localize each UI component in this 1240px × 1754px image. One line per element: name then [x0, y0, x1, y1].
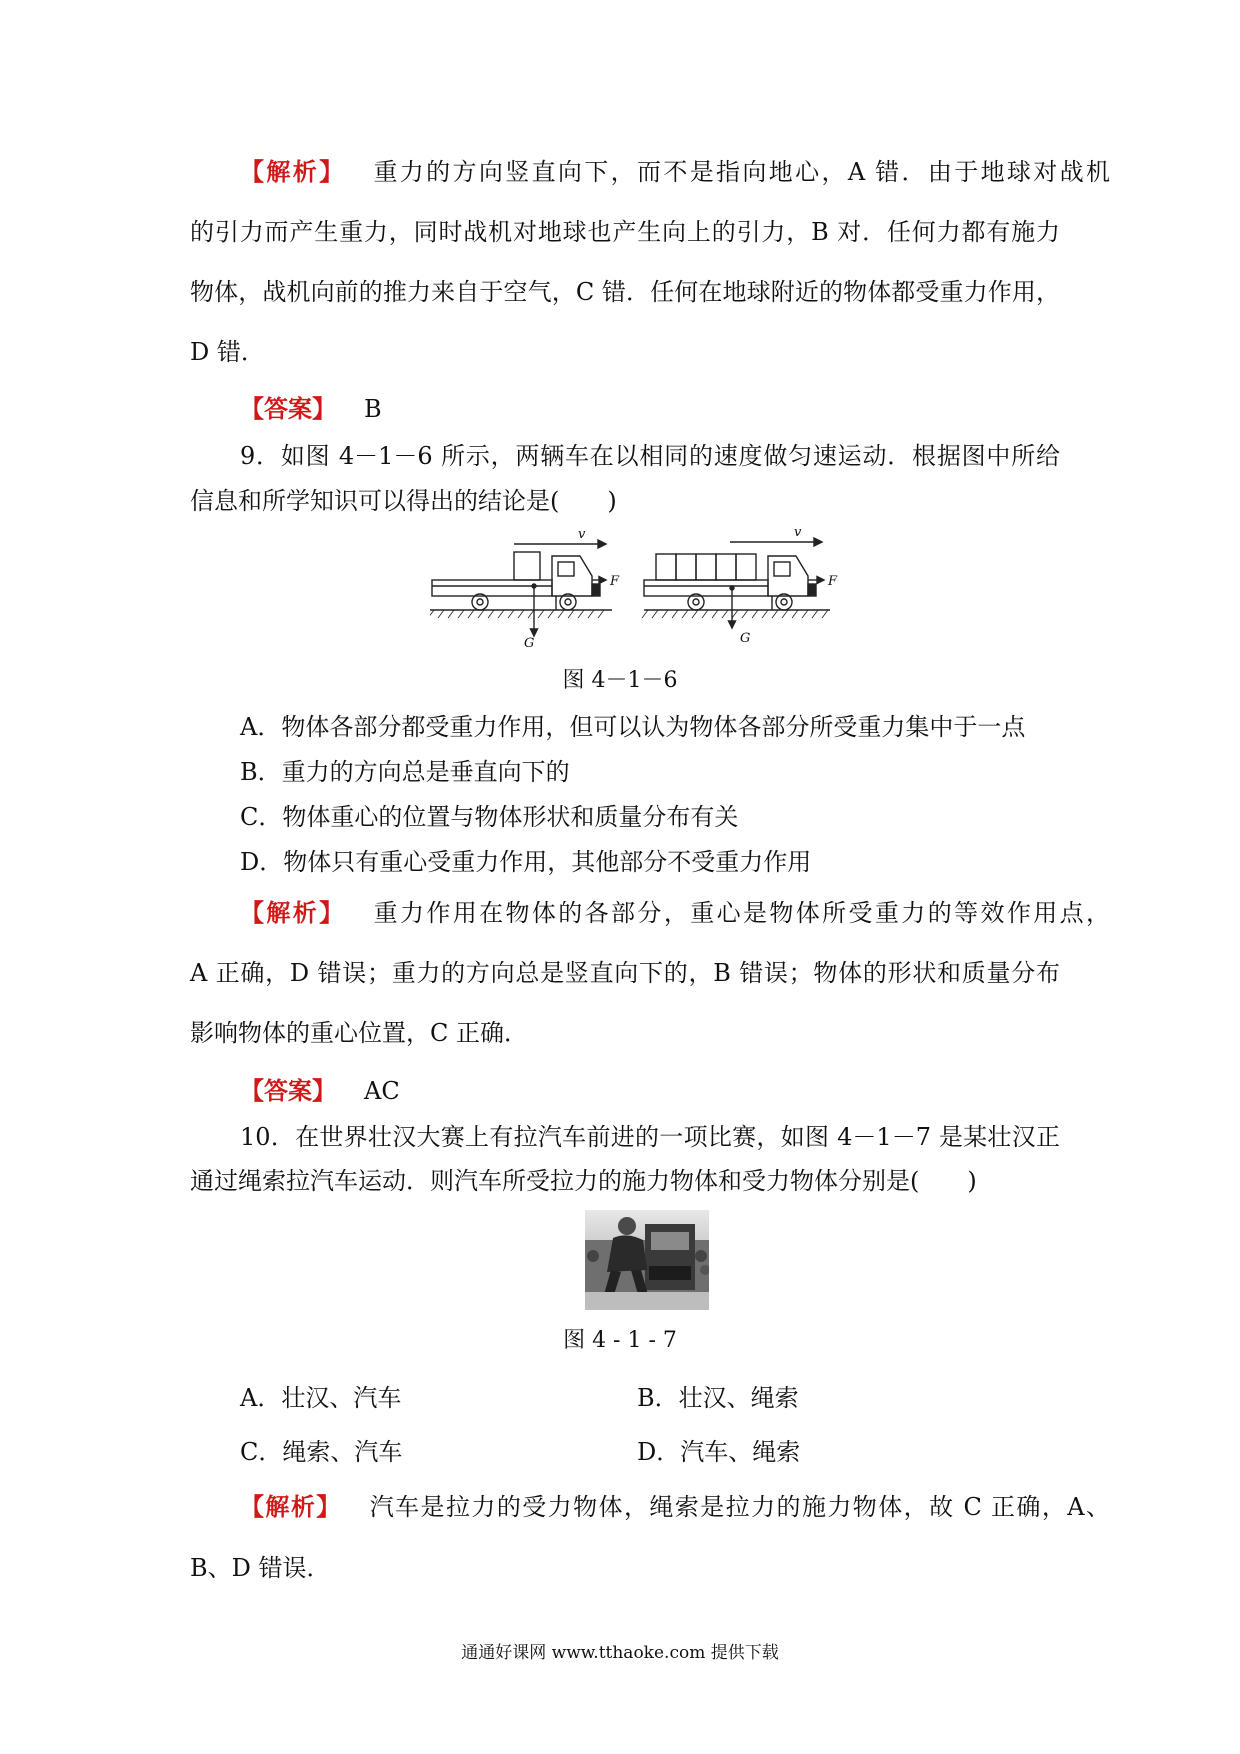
q8-analysis-line-2: 的引力而产生重力，同时战机对地球也产生向上的引力，B 对．任何力都有施力 — [190, 218, 1060, 246]
q9-analysis-line-3: 影响物体的重心位置，C 正确． — [190, 1019, 528, 1047]
q9-option-c: C．物体重心的位置与物体形状和质量分布有关 — [240, 803, 739, 831]
q9-answer: 【答案】 AC — [240, 1076, 400, 1105]
label-F-1: F — [610, 574, 620, 589]
q9-stem-line-2: 信息和所学知识可以得出的结论是( ) — [190, 487, 617, 515]
q10-stem-line-1: 10．在世界壮汉大赛上有拉汽车前进的一项比赛，如图 4－1－7 是某壮汉正 — [240, 1123, 1060, 1151]
q9-analysis-line-1: 【解析】 重力作用在物体的各部分，重心是物体所受重力的等效作用点， — [240, 898, 1111, 927]
answer-tag: 【答案】 — [240, 394, 336, 423]
q8-answer: 【答案】 B — [240, 394, 382, 423]
footer-download-note: 通通好课网 www.tthaoke.com 提供下载 — [461, 1643, 779, 1663]
figure-caption-4-1-6: 图 4－1－6 — [562, 668, 678, 693]
q9-option-d: D．物体只有重心受重力作用，其他部分不受重力作用 — [240, 848, 812, 876]
label-G-2: G — [740, 631, 751, 646]
q9-option-a: A．物体各部分都受重力作用，但可以认为物体各部分所受重力集中于一点 — [240, 713, 1026, 741]
figure-caption-4-1-7: 图 4 - 1 - 7 — [563, 1328, 677, 1353]
q10-option-b: B．壮汉、绳索 — [637, 1384, 799, 1412]
q10-option-a: A．壮汉、汽车 — [240, 1384, 402, 1412]
label-v-2: v — [794, 528, 802, 540]
q8-analysis-line-4: D 错． — [190, 338, 265, 366]
figure-strongman-photo — [585, 1210, 709, 1310]
q10-analysis-line-1: 【解析】 汽车是拉力的受力物体，绳索是拉力的施力物体，故 C 正确，A、 — [240, 1492, 1110, 1521]
q9-stem-line-1: 9．如图 4－1－6 所示，两辆车在以相同的速度做匀速运动．根据图中所给 — [240, 442, 1060, 470]
label-G-1: G — [524, 636, 535, 650]
q10-analysis-line-2: B、D 错误． — [190, 1554, 331, 1582]
q9-analysis-line-2: A 正确，D 错误；重力的方向总是竖直向下的，B 错误；物体的形状和质量分布 — [190, 959, 1060, 987]
q10-option-c: C．绳索、汽车 — [240, 1438, 403, 1466]
label-F-2: F — [828, 574, 838, 589]
q8-analysis-line-3: 物体，战机向前的推力来自于空气，C 错．任何在地球附近的物体都受重力作用， — [190, 278, 1060, 306]
analysis-tag: 【解析】 — [240, 898, 346, 927]
q8-analysis-line-1: 【解析】 重力的方向竖直向下，而不是指向地心，A 错．由于地球对战机 — [240, 157, 1111, 186]
analysis-tag: 【解析】 — [240, 157, 346, 186]
answer-tag: 【答案】 — [240, 1076, 336, 1105]
q10-option-d: D．汽车、绳索 — [637, 1438, 801, 1466]
analysis-tag: 【解析】 — [240, 1492, 342, 1521]
q9-option-b: B．重力的方向总是垂直向下的 — [240, 758, 570, 786]
figure-trucks — [430, 528, 870, 650]
q10-stem-line-2: 通过绳索拉汽车运动．则汽车所受拉力的施力物体和受力物体分别是( ) — [190, 1167, 977, 1195]
label-v-1: v — [578, 528, 586, 542]
